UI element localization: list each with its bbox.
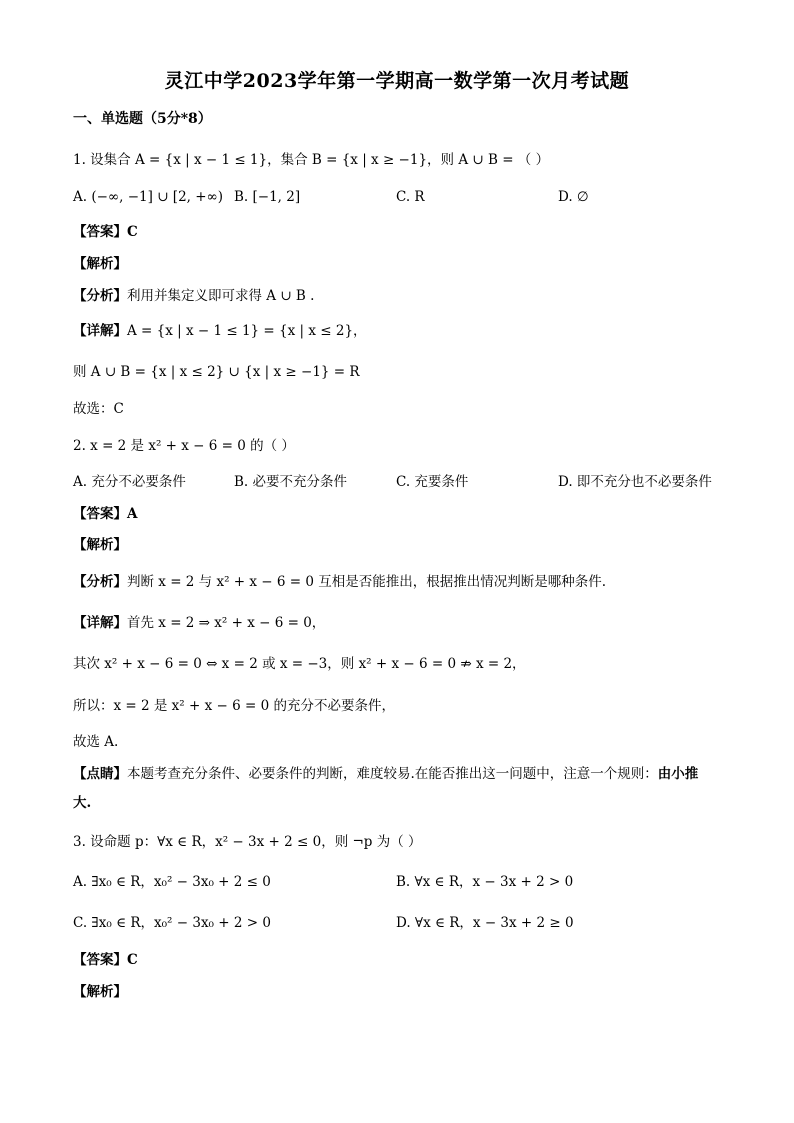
q2-dianjing-end: 大. — [73, 795, 92, 811]
q2-option-b: B. 必要不充分条件 — [234, 474, 348, 490]
q2-option-d: D. 即不充分也不必要条件 — [558, 474, 712, 490]
q2-option-c: C. 充要条件 — [396, 474, 469, 490]
q1-answer: 【答案】C — [73, 224, 138, 240]
q3-option-d: D. ∀x ∈ R，x − 3x + 2 ≥ 0 — [396, 915, 574, 931]
q2-fenxi — [73, 573, 606, 591]
q3-option-c: C. ∃x₀ ∈ R，x₀² − 3x₀ + 2 > 0 — [73, 915, 271, 931]
q1-detail-text: A = {x | x − 1 ≤ 1} = {x | x ≤ 2}， — [127, 323, 367, 339]
q1-stem: 1. 设集合 A = {x | x − 1 ≤ 1}，集合 B = {x | x ≥ −1}，则 A ∪ B = （ ） — [73, 152, 550, 168]
q2-fenxi-text: 判断 x = 2 与 x² + x − 6 = 0 互相是否能推出，根据推出情况判断是哪种条件. — [127, 574, 607, 590]
q2-fenxi-tag: 【分析】 — [73, 574, 127, 590]
q3-analysis-label: 【解析】 — [73, 984, 127, 1000]
q2-stem: 2. x = 2 是 x² + x − 6 = 0 的（ ） — [73, 438, 295, 454]
q2-dianjing — [73, 765, 698, 783]
q1-detail — [73, 322, 367, 340]
page-title: 灵江中学2023学年第一学期高一数学第一次月考试题 — [164, 70, 630, 92]
q2-choose: 故选 A. — [73, 734, 119, 750]
q1-detail-line2: 则 A ∪ B = {x | x ≤ 2} ∪ {x | x ≥ −1} = R — [73, 364, 360, 380]
q3-option-b: B. ∀x ∈ R，x − 3x + 2 > 0 — [396, 874, 574, 890]
q2-dianjing-bold: 由小推 — [657, 766, 699, 782]
q1-option-a: A. (−∞, −1] ∪ [2, +∞) — [73, 189, 224, 205]
q2-answer: 【答案】A — [73, 506, 138, 522]
q2-detail-tag: 【详解】 — [73, 615, 127, 631]
q1-option-b: B. [−1, 2] — [234, 189, 301, 205]
q1-choose: 故选：C — [73, 401, 124, 417]
q2-detail-line3: 所以：x = 2 是 x² + x − 6 = 0 的充分不必要条件， — [73, 698, 395, 714]
q3-option-a: A. ∃x₀ ∈ R，x₀² − 3x₀ + 2 ≤ 0 — [73, 874, 271, 890]
q1-option-d: D. ∅ — [558, 189, 589, 205]
q2-analysis-label: 【解析】 — [73, 537, 127, 553]
q2-detail — [73, 614, 325, 632]
q2-dianjing-tag: 【点睛】 — [73, 766, 127, 782]
q3-stem: 3. 设命题 p：∀x ∈ R，x² − 3x + 2 ≤ 0，则 ¬p 为（ ） — [73, 834, 422, 850]
q2-detail-text: 首先 x = 2 ⇒ x² + x − 6 = 0， — [127, 615, 326, 631]
section-heading: 一、单选题（5分*8） — [73, 111, 212, 127]
q3-answer: 【答案】C — [73, 952, 138, 968]
q1-fenxi-text: 利用并集定义即可求得 A ∪ B . — [127, 288, 315, 304]
q1-fenxi — [73, 287, 314, 305]
q2-detail-line2: 其次 x² + x − 6 = 0 ⇔ x = 2 或 x = −3，则 x² + x − 6 = 0 ⇏ x = 2， — [73, 656, 526, 672]
q1-option-c: C. R — [396, 189, 425, 205]
q2-option-a: A. 充分不必要条件 — [73, 474, 186, 490]
q1-analysis-label: 【解析】 — [73, 256, 127, 272]
q2-dianjing-text: 本题考查充分条件、必要条件的判断，难度较易.在能否推出这一问题中，注意一个规则： — [127, 766, 658, 782]
q1-fenxi-tag: 【分析】 — [73, 288, 127, 304]
q1-detail-tag: 【详解】 — [73, 323, 127, 339]
